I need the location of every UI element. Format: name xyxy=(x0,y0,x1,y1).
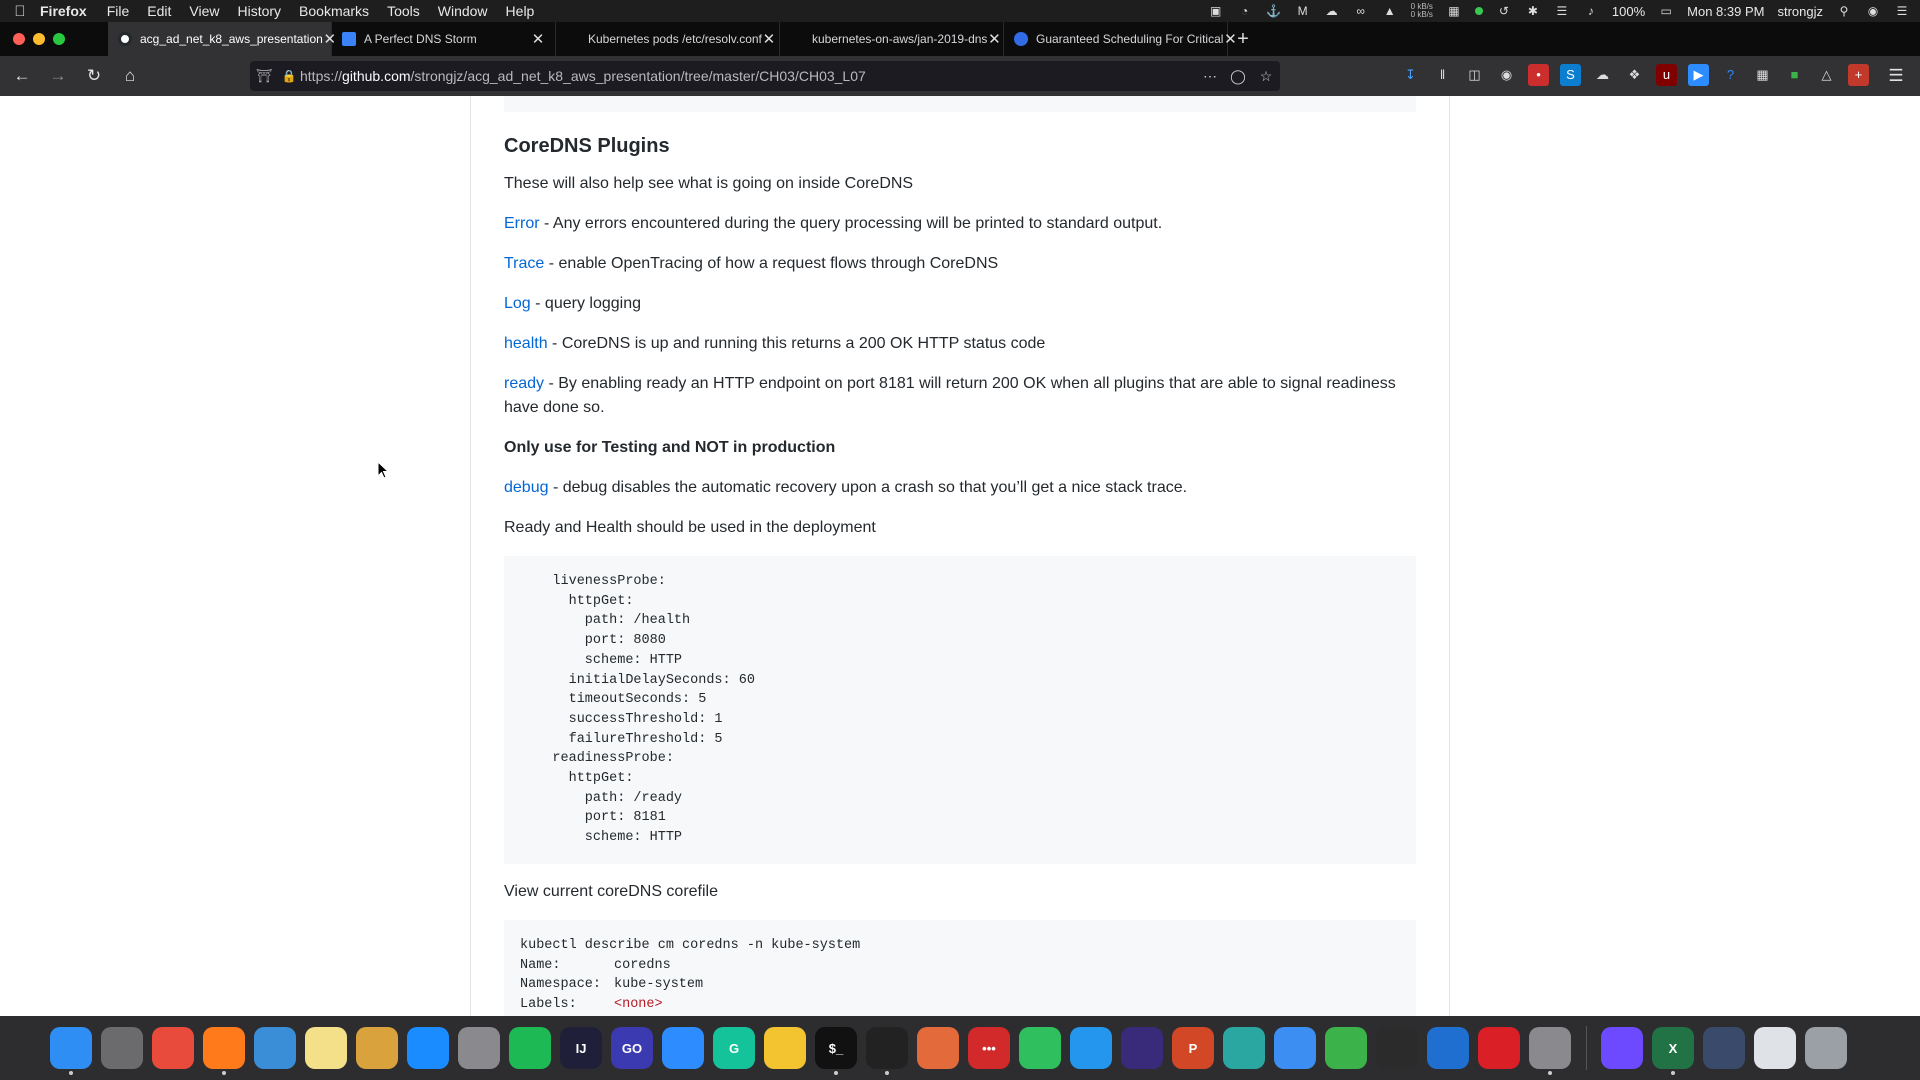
warning-text: Only use for Testing and NOT in production xyxy=(504,439,836,456)
running-indicator xyxy=(69,1071,73,1075)
intro-paragraph: These will also help see what is going on inside CoreDNS xyxy=(504,175,914,192)
tab-title: kubernetes-on-aws/jan-2019-dns xyxy=(812,32,988,46)
account-icon[interactable]: ◉ xyxy=(1500,67,1513,82)
pocket-icon[interactable]: ◯ xyxy=(1230,67,1246,84)
extension-toolbar xyxy=(1400,64,1869,86)
intellij-icon[interactable] xyxy=(560,1027,602,1069)
bookmark-star-icon[interactable]: ☆ xyxy=(1259,67,1273,84)
bulb-icon[interactable] xyxy=(764,1027,806,1069)
app-menu-firefox[interactable]: Firefox xyxy=(40,3,87,19)
running-indicator xyxy=(1671,1071,1675,1075)
grid-extension-icon[interactable]: ▦ xyxy=(1756,67,1769,82)
plugin-log-link[interactable]: Log xyxy=(504,295,531,312)
running-indicator xyxy=(1548,1071,1552,1075)
mouse-cursor-icon xyxy=(377,461,389,479)
stats-icon[interactable]: ▦ xyxy=(1448,4,1460,18)
help-extension-icon[interactable]: ? xyxy=(1726,67,1735,82)
address-bar[interactable] xyxy=(250,61,1280,91)
dock-app-label: $_ xyxy=(828,1040,844,1056)
tracking-protection-icon[interactable]: ⛩ xyxy=(255,68,273,83)
plugin-log-item xyxy=(504,292,1416,316)
page-favicon-icon xyxy=(566,32,580,46)
zoom-window-button[interactable] xyxy=(53,33,65,45)
plugin-description: - debug disables the automatic recovery upon a crash so that you’ll get a nice stack trace. xyxy=(548,479,1188,496)
activity-monitor-icon[interactable] xyxy=(866,1027,908,1069)
firefox-icon[interactable] xyxy=(203,1027,245,1069)
plugin-description: - enable OpenTracing of how a request flows through CoreDNS xyxy=(544,255,999,272)
close-tab-icon[interactable]: ✕ xyxy=(988,31,1001,48)
close-tab-icon[interactable]: ✕ xyxy=(1224,31,1237,48)
plugin-debug-link[interactable]: debug xyxy=(504,479,549,496)
readme-body xyxy=(504,132,1416,1056)
home-button[interactable]: ⌂ xyxy=(124,66,136,85)
app-store-icon[interactable] xyxy=(407,1027,449,1069)
menu-history[interactable]: History xyxy=(237,3,282,19)
dock-separator xyxy=(1586,1026,1587,1070)
chrome-icon[interactable] xyxy=(152,1027,194,1069)
navigation-toolbar xyxy=(0,56,1920,96)
claquette-icon[interactable] xyxy=(1703,1027,1745,1069)
skype-icon[interactable]: S xyxy=(1560,64,1581,86)
menu-clock[interactable]: Mon 8:39 PM xyxy=(1687,3,1765,19)
app-menu-icon[interactable]: ▲ xyxy=(1383,4,1396,18)
page-content xyxy=(0,96,1920,1016)
dock-app-label: ••• xyxy=(982,1040,996,1056)
window-controls xyxy=(0,33,108,45)
tab-title: Guaranteed Scheduling For Critical xyxy=(1036,32,1224,46)
dock-app-label: IJ xyxy=(575,1040,587,1056)
obs-icon[interactable] xyxy=(1376,1027,1418,1069)
zoom-icon[interactable] xyxy=(662,1027,704,1069)
menu-extras xyxy=(1208,0,1910,22)
dock-app-label: X xyxy=(1668,1040,1678,1056)
tab-title: A Perfect DNS Storm xyxy=(364,32,477,46)
tab-dns-storm[interactable] xyxy=(332,22,556,56)
menu-bookmarks[interactable]: Bookmarks xyxy=(299,3,370,19)
cloud-icon[interactable]: ☁ xyxy=(1325,4,1338,18)
url-path: /strongjz/acg_ad_net_k8_aws_presentation/tree/master/CH03/CH03_L07 xyxy=(410,68,866,84)
proton-vpn-icon[interactable] xyxy=(1601,1027,1643,1069)
tab-title: Kubernetes pods /etc/resolv.conf xyxy=(588,32,762,46)
notes-icon[interactable] xyxy=(305,1027,347,1069)
plugin-error-item xyxy=(504,212,1416,236)
creative-cloud-icon[interactable] xyxy=(1478,1027,1520,1069)
tools-icon[interactable] xyxy=(1529,1027,1571,1069)
library-icon[interactable]: ‖ xyxy=(1439,67,1446,82)
battery-percent: 100% xyxy=(1611,3,1646,19)
output-key: Labels: xyxy=(520,997,577,1013)
running-indicator xyxy=(834,1071,838,1075)
output-value: kube-system xyxy=(614,977,704,993)
trash-icon[interactable] xyxy=(1805,1027,1847,1069)
apple-menu-icon[interactable] xyxy=(0,3,40,20)
minimize-window-button[interactable] xyxy=(33,33,45,45)
hamburger-menu-icon[interactable]: ☰ xyxy=(1888,66,1904,85)
tab-github-presentation[interactable] xyxy=(108,22,337,56)
time-machine-icon[interactable]: ↺ xyxy=(1498,4,1509,18)
volume-icon[interactable]: ♪ xyxy=(1587,4,1594,18)
notification-center-icon[interactable]: ☰ xyxy=(1896,4,1908,18)
output-value: coredns xyxy=(614,957,671,973)
reload-button[interactable]: ↻ xyxy=(86,66,102,85)
close-tab-icon[interactable]: ✕ xyxy=(323,31,337,48)
probe-code-block[interactable]: livenessProbe: httpGet: path: /health port: 8080 scheme: HTTP initialDelaySeconds: 60 timeoutSeconds: 5 successThreshold: 1 failureThreshold: 5 readinessProbe: httpGet: path: /ready port: 8181 scheme: HTTP xyxy=(504,556,1416,864)
wifi-icon[interactable]: ☰ xyxy=(1556,4,1568,18)
dots-icon[interactable] xyxy=(968,1027,1010,1069)
postman-icon[interactable] xyxy=(917,1027,959,1069)
plugin-description: - By enabling ready an HTTP endpoint on port 8181 will return 200 OK when all plugins that are able to signal readiness have done so. xyxy=(504,375,1396,416)
dock-app-label: G xyxy=(728,1040,740,1056)
spotify-icon[interactable] xyxy=(509,1027,551,1069)
macos-dock xyxy=(0,1016,1920,1080)
status-dot-icon xyxy=(1475,7,1483,15)
output-key: Name: xyxy=(520,957,561,973)
previous-code-block xyxy=(504,96,1416,112)
tab-guaranteed-scheduling[interactable] xyxy=(1004,22,1237,56)
url-host: github.com xyxy=(342,68,411,84)
back-button[interactable]: ← xyxy=(13,66,31,85)
powerpoint-icon[interactable] xyxy=(1172,1027,1214,1069)
plugin-description: - query logging xyxy=(530,295,641,312)
menu-edit[interactable]: Edit xyxy=(147,3,172,19)
documents-folder-icon[interactable] xyxy=(1754,1027,1796,1069)
macos-menu-bar xyxy=(0,0,1920,22)
menu-window[interactable]: Window xyxy=(437,3,488,19)
page-actions-icon[interactable]: ⋯ xyxy=(1203,67,1217,84)
terminal-icon[interactable] xyxy=(815,1027,857,1069)
running-indicator xyxy=(222,1071,226,1075)
spotlight-search-icon[interactable]: ⚲ xyxy=(1839,4,1849,18)
bluetooth-icon[interactable]: ✱ xyxy=(1527,4,1538,18)
close-window-button[interactable] xyxy=(13,33,25,45)
glasses-icon[interactable]: ∞ xyxy=(1356,4,1365,18)
zoom-extension-icon[interactable]: ▶ xyxy=(1688,64,1709,86)
ublock-icon[interactable]: u xyxy=(1656,64,1677,86)
plugin-trace-link[interactable]: Trace xyxy=(504,255,545,272)
lock-icon[interactable]: 🔒 xyxy=(281,69,297,83)
clock-app-icon[interactable]: ◔ xyxy=(1241,4,1249,18)
deployment-note: Ready and Health should be used in the deployment xyxy=(504,519,876,536)
kubernetes-favicon-icon xyxy=(1014,32,1028,46)
perplexity-icon[interactable] xyxy=(1223,1027,1265,1069)
translate-icon[interactable]: ■ xyxy=(1790,67,1799,82)
net-down-rate: 0 kB/s xyxy=(1410,10,1433,19)
dock-app-label: P xyxy=(1188,1040,1198,1056)
github-favicon-icon xyxy=(118,32,132,46)
menu-help[interactable]: Help xyxy=(505,3,535,19)
network-speed xyxy=(1411,3,1433,19)
readme-article xyxy=(470,96,1450,1026)
kite-icon[interactable] xyxy=(254,1027,296,1069)
excel-icon[interactable] xyxy=(1652,1027,1694,1069)
grammarly-icon[interactable] xyxy=(713,1027,755,1069)
net-up-rate: 0 kB/s xyxy=(1410,2,1433,11)
edge-icon[interactable] xyxy=(1427,1027,1469,1069)
gmail-icon[interactable]: M xyxy=(1297,4,1308,18)
testing-warning xyxy=(504,436,1416,460)
screen-record-icon[interactable]: ▣ xyxy=(1209,4,1222,18)
plugin-health-item xyxy=(504,332,1416,356)
docker-icon[interactable] xyxy=(1070,1027,1112,1069)
plugin-ready-link[interactable]: ready xyxy=(504,375,545,392)
gitkraken-icon[interactable] xyxy=(1019,1027,1061,1069)
forward-button[interactable]: → xyxy=(49,66,67,85)
vpn-extension-icon[interactable]: △ xyxy=(1821,67,1832,82)
battery-icon[interactable]: ▭ xyxy=(1660,4,1672,18)
launchpad-icon[interactable] xyxy=(101,1027,143,1069)
new-tab-button[interactable]: + xyxy=(1237,27,1249,50)
close-tab-icon[interactable]: ✕ xyxy=(762,31,776,48)
url-text[interactable] xyxy=(300,68,1196,84)
kubectl-command: kubectl describe cm coredns -n kube-system xyxy=(520,938,861,953)
plugin-trace-item xyxy=(504,252,1416,276)
finder-icon[interactable] xyxy=(50,1027,92,1069)
send-icon[interactable] xyxy=(1325,1027,1367,1069)
page-favicon-icon xyxy=(790,32,804,46)
menu-file[interactable]: File xyxy=(106,3,130,19)
docker-menu-icon[interactable]: ⚓ xyxy=(1266,4,1282,18)
dock-app-label: GO xyxy=(621,1040,643,1056)
puzzle-icon[interactable]: ❖ xyxy=(1628,67,1641,82)
plugin-error-link[interactable]: Error xyxy=(504,215,540,232)
output-value: <none> xyxy=(614,997,663,1013)
tab-kubernetes-on-aws[interactable] xyxy=(780,22,1004,56)
tab-title: acg_ad_net_k8_aws_presentation xyxy=(140,32,323,46)
plugin-debug-item xyxy=(504,476,1416,500)
section-heading: CoreDNS Plugins xyxy=(504,135,670,157)
url-scheme: https:// xyxy=(300,68,343,84)
downloads-icon[interactable]: ↧ xyxy=(1405,67,1416,82)
sidebar-icon[interactable]: ◫ xyxy=(1468,67,1481,82)
eclipse-icon[interactable] xyxy=(1121,1027,1163,1069)
plugin-description: - Any errors encountered during the query processing will be printed to standard output. xyxy=(539,215,1163,232)
close-tab-icon[interactable]: ✕ xyxy=(531,31,545,48)
output-key: Namespace: xyxy=(520,977,602,993)
plugin-health-link[interactable]: health xyxy=(504,335,548,352)
page-favicon-icon xyxy=(342,32,356,46)
menu-view[interactable]: View xyxy=(189,3,220,19)
menu-tools[interactable]: Tools xyxy=(387,3,420,19)
goland-icon[interactable] xyxy=(611,1027,653,1069)
siri-icon[interactable]: ◉ xyxy=(1867,4,1879,18)
messages-icon[interactable] xyxy=(1274,1027,1316,1069)
system-preferences-icon[interactable] xyxy=(458,1027,500,1069)
photos-icon[interactable] xyxy=(356,1027,398,1069)
tab-kubernetes-resolv[interactable] xyxy=(556,22,780,56)
tab-strip xyxy=(0,22,1920,56)
running-indicator xyxy=(885,1071,889,1075)
lastpass-icon[interactable]: • xyxy=(1528,64,1549,86)
corefile-note: View current coreDNS corefile xyxy=(504,883,719,900)
add-extension-icon[interactable]: + xyxy=(1848,64,1869,86)
plugin-ready-item xyxy=(504,372,1416,420)
menu-user[interactable]: strongjz xyxy=(1777,3,1823,19)
plugin-description: - CoreDNS is up and running this returns a 200 OK HTTP status code xyxy=(547,335,1046,352)
cloud-extension-icon[interactable]: ☁ xyxy=(1596,67,1609,82)
